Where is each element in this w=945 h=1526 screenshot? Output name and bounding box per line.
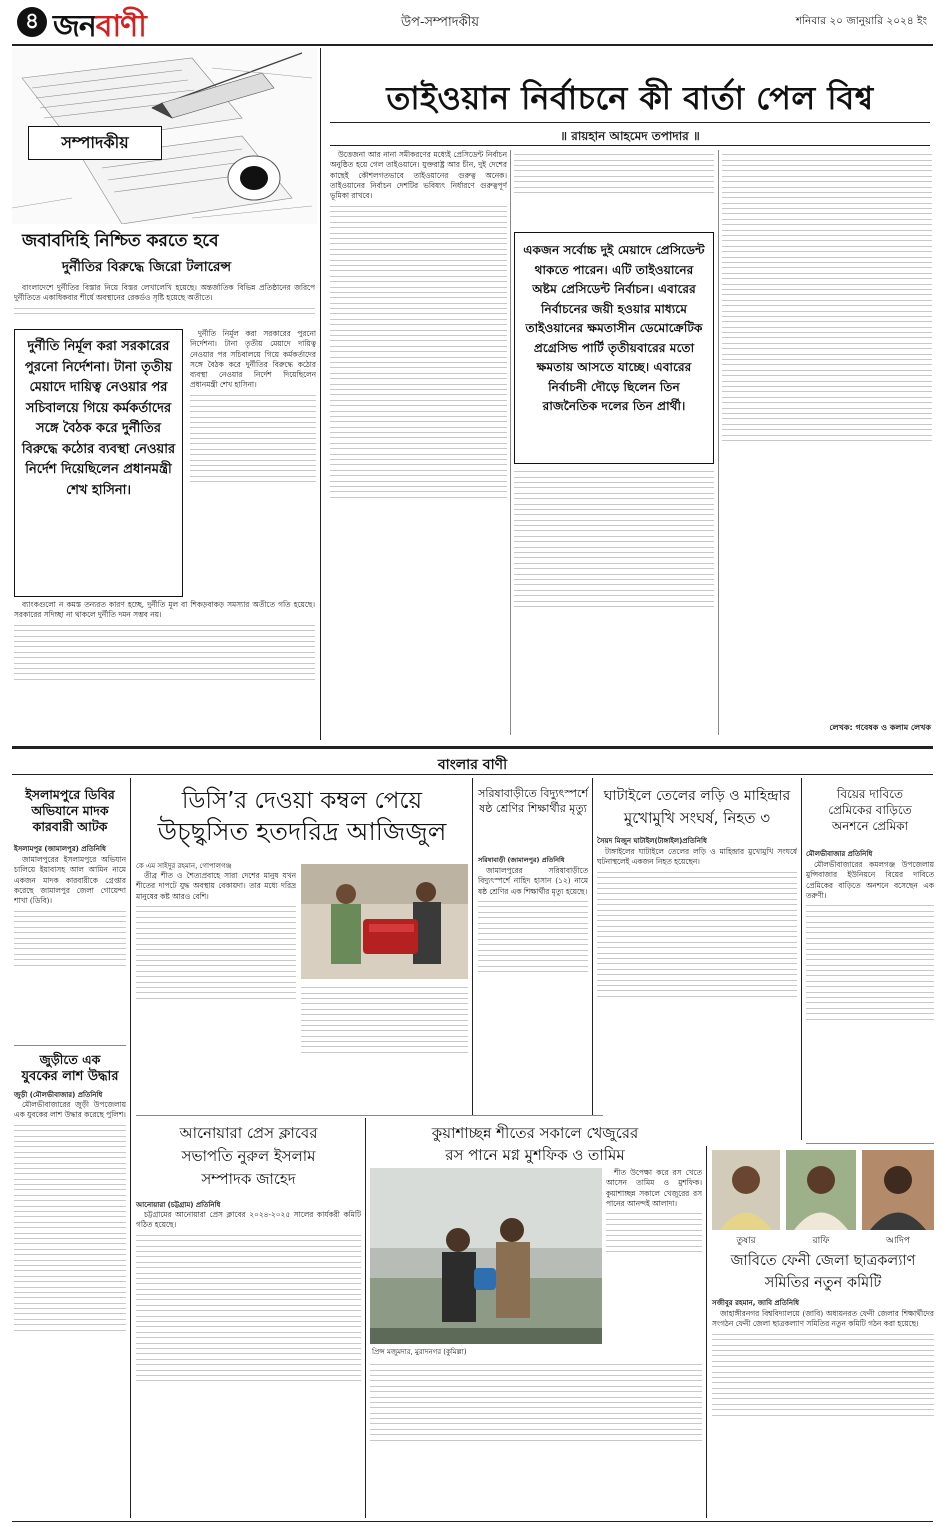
op-ed-col-divider [510, 150, 511, 735]
page-number: ৪ [24, 9, 40, 34]
logo-part-1: জন [53, 9, 96, 44]
press-club-headline-line-3: সম্পাদক জাহেদ [201, 1170, 296, 1188]
section-bottom-rule [12, 774, 933, 775]
khejur-headline-line-2: রস পানে মগ্ন মুশফিক ও তামিম [445, 1146, 625, 1164]
page-bottom-rule [12, 1521, 933, 1522]
op-ed-paragraph: উত্তেজনা আর নানা সমীকরণের মধ্যেই প্রেসিডেন্ট নির্বাচন অনুষ্ঠিত হয়ে গেল তাইওয়ানে। যুক্তরাষ্ট্র আর চীন, দুই দেশের কাছেই কৌশলগতভাবে তাইওয়ানের গুরুত্ব অনেক। তাইওয়ানের নির্বাচন দেশটির ভবিষ্যৎ নির্ধারণে গুরুত্বপূর্ণ ভূমিকা রাখবে। [330, 150, 507, 201]
section-label: উপ-সম্পাদকীয় [401, 15, 480, 30]
blanket-distribution-photo-icon [301, 864, 468, 979]
dc-blanket-headline [136, 786, 468, 848]
column-divider [592, 778, 593, 1115]
khejur-photo [370, 1168, 602, 1344]
juri-headline-line-1: জুড়ীতে এক [39, 1052, 101, 1067]
dibir-headline: ইসলামপুরে ডিবির অভিযানে মাদক কারবারী আটক [25, 787, 115, 834]
column-divider [365, 1118, 366, 1518]
juri-headline-line-2: যুবকের লাশ উদ্ধার [21, 1069, 119, 1084]
dc-blanket-paragraph: তীব্র শীত ও শৈত্যপ্রবাহে সারা দেশের মানুষ যখন শীতের দাপটে যুদ্ধ অবস্থায় বেকায়দা। তার মধ্যে দরিদ্র মানুষের কষ্ট আরও বেশি। [136, 871, 296, 901]
dc-blanket-headline-line-2: উচ্ছ্বসিত হতদরিদ্র আজিজুল [157, 817, 447, 846]
feni-headline [712, 1250, 934, 1294]
press-club-paragraph: চট্টগ্রামের আনোয়ারা প্রেস ক্লাবের ২০২৪-২০২৫ সালের কার্যকরী কমিটি গঠিত হয়েছে। [136, 1210, 361, 1230]
person-portrait-icon [862, 1150, 934, 1230]
story-divider [806, 1143, 934, 1144]
feni-headline-line-2: সমিতির নতুন কমিটি [764, 1275, 882, 1291]
author-rule [330, 145, 930, 146]
press-club-body [136, 1210, 361, 1518]
story-divider [136, 1115, 603, 1116]
khejur-body-right [606, 1168, 702, 1343]
juri-byline: জুড়ী (মৌলভীবাজার) প্রতিনিধি [14, 1091, 103, 1099]
editorial-paragraph: ব্যাংকগুলো ন কমস্ত তন্যরত কারণ হচ্ছে, দুর্নীতি মূল বা শিকড়বাকড় সমস্যার অতীতে গতি হয়েছে। সরকারের সদিচ্ছা না থাকলে দুর্নীতি দমন সম্ভব নয়। [14, 600, 315, 620]
op-ed-quote-text: একজন সর্বোচ্চ দুই মেয়াদে প্রেসিডেন্ট থাকতে পারেন। এটি তাইওয়ানের অষ্টম প্রেসিডেন্ট নির্বাচন। এবারের নির্বাচনের জয়ী হওয়ার মাধ্যমে তাইওয়ানের ক্ষমতাসীন ডেমোক্রেটিক প্রগ্রেসিভ পার্টি তৃতীয়বারের মতো ক্ষমতায় আসতে যাচ্ছে। এবারের নির্বাচনী দৌড়ে ছিলেন তিন রাজনৈতিক দলের তিন প্রার্থী। [523, 243, 705, 413]
feni-person-photo-2 [786, 1150, 856, 1230]
premika-headline-line-2: প্রেমিকের বাড়িতে [828, 803, 912, 817]
headline-rule [330, 122, 930, 123]
op-ed-author-footer: লেখক: গবেষক ও কলাম লেখক [829, 723, 931, 732]
person-portrait-icon [712, 1150, 780, 1230]
dibir-byline: ইসলামপুর (জামালপুর) প্রতিনিধি [14, 845, 106, 853]
student-death-paragraph: জামালপুরের সরিষাবাড়ীতে বিদ্যুৎস্পর্শে নাহিদ হাসান (১২) নামে ষষ্ঠ শ্রেণির এক শিক্ষার্থীর মৃত্যু হয়েছে। [478, 866, 588, 896]
op-ed-column-2-bottom [514, 467, 714, 735]
khejur-body-bottom [370, 1360, 702, 1518]
masthead [0, 0, 945, 44]
section-top-rule [12, 746, 933, 749]
editorial-label-box [28, 126, 162, 160]
khejur-headline [370, 1122, 700, 1166]
feni-byline: সজীবুর রহমান, জাবি প্রতিনিধি [712, 1299, 800, 1307]
editorial-column-divider [320, 48, 321, 740]
premika-headline-line-1: বিয়ের দাবিতে [836, 787, 904, 801]
op-ed-column-2 [514, 150, 714, 230]
ghatail-body [597, 847, 797, 1113]
press-club-headline-line-2: সভাপতি নুরুল ইসলাম [181, 1147, 316, 1165]
op-ed-quote-box [514, 232, 714, 464]
feni-person-photo-3 [862, 1150, 934, 1230]
feni-paragraph: জাহাঙ্গীরনগর বিশ্ববিদ্যালয়ে (জাবি) অধ্যয়নরত ফেনী জেলার শিক্ষার্থীদের সংগঠন ফেনী জেলা ছাত্রকল্যাণ সমিতির নতুন কমিটি গঠন করা হয়েছে। [712, 1309, 934, 1329]
issue-date: শনিবার ২০ জানুয়ারি ২০২৪ ইং [795, 15, 927, 27]
premika-headline-line-3: অনশনে প্রেমিকা [831, 819, 909, 833]
premika-body [806, 860, 934, 1138]
student-death-byline: সরিষাবাড়ী (জামালপুর) প্রতিনিধি [478, 856, 565, 864]
dc-blanket-photo [301, 864, 468, 979]
column-divider [472, 778, 473, 1115]
feni-person-name-3: আদিপ [886, 1236, 910, 1246]
person-portrait-icon [786, 1150, 856, 1230]
op-ed-col-divider [718, 150, 719, 735]
juri-headline [14, 1052, 126, 1085]
editorial-label: সম্পাদকীয় [61, 133, 129, 152]
ghatail-byline: সৈয়দ মিজুন ঘাটাইল(টাঙ্গাইল)প্রতিনিধি [597, 837, 707, 845]
feni-person-name-1: তুষার [736, 1236, 756, 1246]
press-club-headline-line-1: আনোয়ারা প্রেস ক্লাবের [179, 1124, 318, 1142]
juri-paragraph: মৌলভীবাজারের জুড়ী উপজেলায় এক যুবকের লাশ উদ্ধার করেছে পুলিশ। [14, 1100, 126, 1120]
dibir-paragraph: জামালপুরের ইসলামপুরে অভিযান চালিয়ে ইয়াবাসহ আল আমিন নামে একজন মাদক কারবারীকে গ্রেপ্তার করেছে জামালপুর জেলা গোয়েন্দা শাখা (ডিবি)। [14, 855, 126, 906]
left-column-divider [130, 778, 131, 1518]
press-club-byline: আনোয়ারা (চট্টগ্রাম) প্রতিনিধি [136, 1201, 221, 1209]
editorial-body-bottom [14, 600, 315, 740]
juri-body [14, 1100, 126, 1520]
feni-body [712, 1309, 934, 1518]
page-number-badge [17, 7, 47, 37]
dc-blanket-byline: কে এম সাইদুর রহমান, গোপালগঞ্জ [136, 862, 232, 870]
feni-person-photo-1 [712, 1150, 780, 1230]
op-ed-column-1 [330, 150, 507, 735]
masthead-rule [12, 44, 933, 46]
ghatail-headline-line-1: ঘাটাইলে তেলের লড়ি ও মাহিন্দ্রার [603, 788, 791, 804]
column-divider [706, 1146, 707, 1518]
khejur-headline-line-1: কুয়াশাচ্ছন্ন শীতের সকালে খেজুরের [431, 1124, 639, 1142]
editorial-subheadline: দুর্নীতির বিরুদ্ধে জিরো টলারেন্স [62, 259, 232, 275]
editorial-paragraph: দুর্নীতি নির্মূল করা সরকারের পুরনো নির্দেশনা। টানা তৃতীয় মেয়াদে দায়িত্ব নেওয়ার পর সচিবালয়ে গিয়ে কর্মকর্তাদের সঙ্গে বৈঠক করে দুর্নীতির বিরুদ্ধে কঠোর ব্যবস্থা নেওয়ার নির্দেশ দিয়েছিলেন প্রধানমন্ত্রী শেখ হাসিনা। [190, 329, 316, 390]
editorial-body-top [14, 283, 315, 327]
column-divider [801, 778, 802, 1140]
press-club-headline [136, 1122, 361, 1191]
dc-blanket-body-left [136, 871, 296, 1111]
editorial-quote-text: দুর্নীতি নির্মূল করা সরকারের পুরনো নির্দেশনা। টানা তৃতীয় মেয়াদে দায়িত্ব নেওয়ার পর সচিবালয়ে গিয়ে কর্মকর্তাদের সঙ্গে বৈঠক করে দুর্নীতির বিরুদ্ধে কঠোর ব্যবস্থা নেওয়ার নির্দেশ দিয়েছিলেন প্রধানমন্ত্রী শেখ হাসিনা। [21, 339, 176, 498]
student-death-body [478, 866, 588, 1111]
dc-blanket-body-right [301, 983, 468, 1113]
editorial-body-side [190, 329, 316, 597]
khejur-photo-caption: প্রিন্স মজুমদার, মুরাদনগর (কুমিল্লা) [372, 1348, 467, 1356]
regional-section-title: বাংলার বাণী [437, 757, 508, 773]
date-juice-photo-icon [370, 1168, 602, 1344]
dibir-body [14, 855, 126, 1040]
editorial-paragraph: বাংলাদেশে দুর্নীতির বিস্তার নিয়ে বিস্তর লেখালেখি হয়েছে। অন্তর্জাতিক বিভিন্ন প্রতিষ্ঠানের জরিপে দুর্নীতিতে একাধিকবার শীর্ষে অবস্থানের রেকর্ডও সৃষ্টি হয়েছে অতীতে। [14, 283, 315, 303]
main-op-ed-headline: তাইওয়ান নির্বাচনে কী বার্তা পেল বিশ্ব [386, 79, 874, 117]
student-death-headline: সরিষাবাড়ীতে বিদ্যুৎস্পর্শে ষষ্ঠ শ্রেণির শিক্ষার্থীর মৃত্যু [478, 787, 588, 815]
ghatail-headline [597, 786, 797, 829]
ghatail-paragraph: টাঙ্গাইলের ঘাটাইলে তেলের লড়ি ও মাহিন্দ্রার মুখোমুখি সংঘর্ষে ঘটনাস্থলেই একজন নিহত হয়েছেন। [597, 847, 797, 867]
khejur-paragraph: শীত উপেক্ষা করে রস খেতে আসেন তামিম ও মুশফিক। কুয়াশাচ্ছন্ন সকালে খেজুরের রস পানের আনন্দই আলাদা। [606, 1168, 702, 1208]
premika-paragraph: মৌলভীবাজারের কমলগঞ্জ উপজেলায় মুন্সিবাজার ইউনিয়নে বিয়ের দাবিতে প্রেমিকের বাড়িতে অনশনে বসেছেন এক তরুণী। [806, 860, 934, 900]
premika-headline [806, 786, 934, 834]
ghatail-headline-line-2: মুখোমুখি সংঘর্ষ, নিহত ৩ [623, 809, 771, 827]
feni-person-name-2: রাফি [812, 1236, 830, 1246]
editorial-headline: জবাবদিহি নিশ্চিত করতে হবে [22, 231, 219, 251]
premika-byline: মৌলভীবাজার প্রতিনিধি [806, 850, 873, 858]
logo-part-2: বাণী [95, 9, 146, 44]
editorial-quote-box [14, 329, 183, 597]
story-divider [14, 1045, 126, 1046]
dc-blanket-headline-line-1: ডিসি’র দেওয়া কম্বল পেয়ে [181, 788, 423, 814]
feni-headline-line-1: জাবিতে ফেনী জেলা ছাত্রকল্যাণ [730, 1253, 916, 1269]
op-ed-column-3 [722, 150, 932, 720]
main-op-ed-author: ॥ রায়হান আহমেদ তপাদার ॥ [560, 129, 700, 143]
